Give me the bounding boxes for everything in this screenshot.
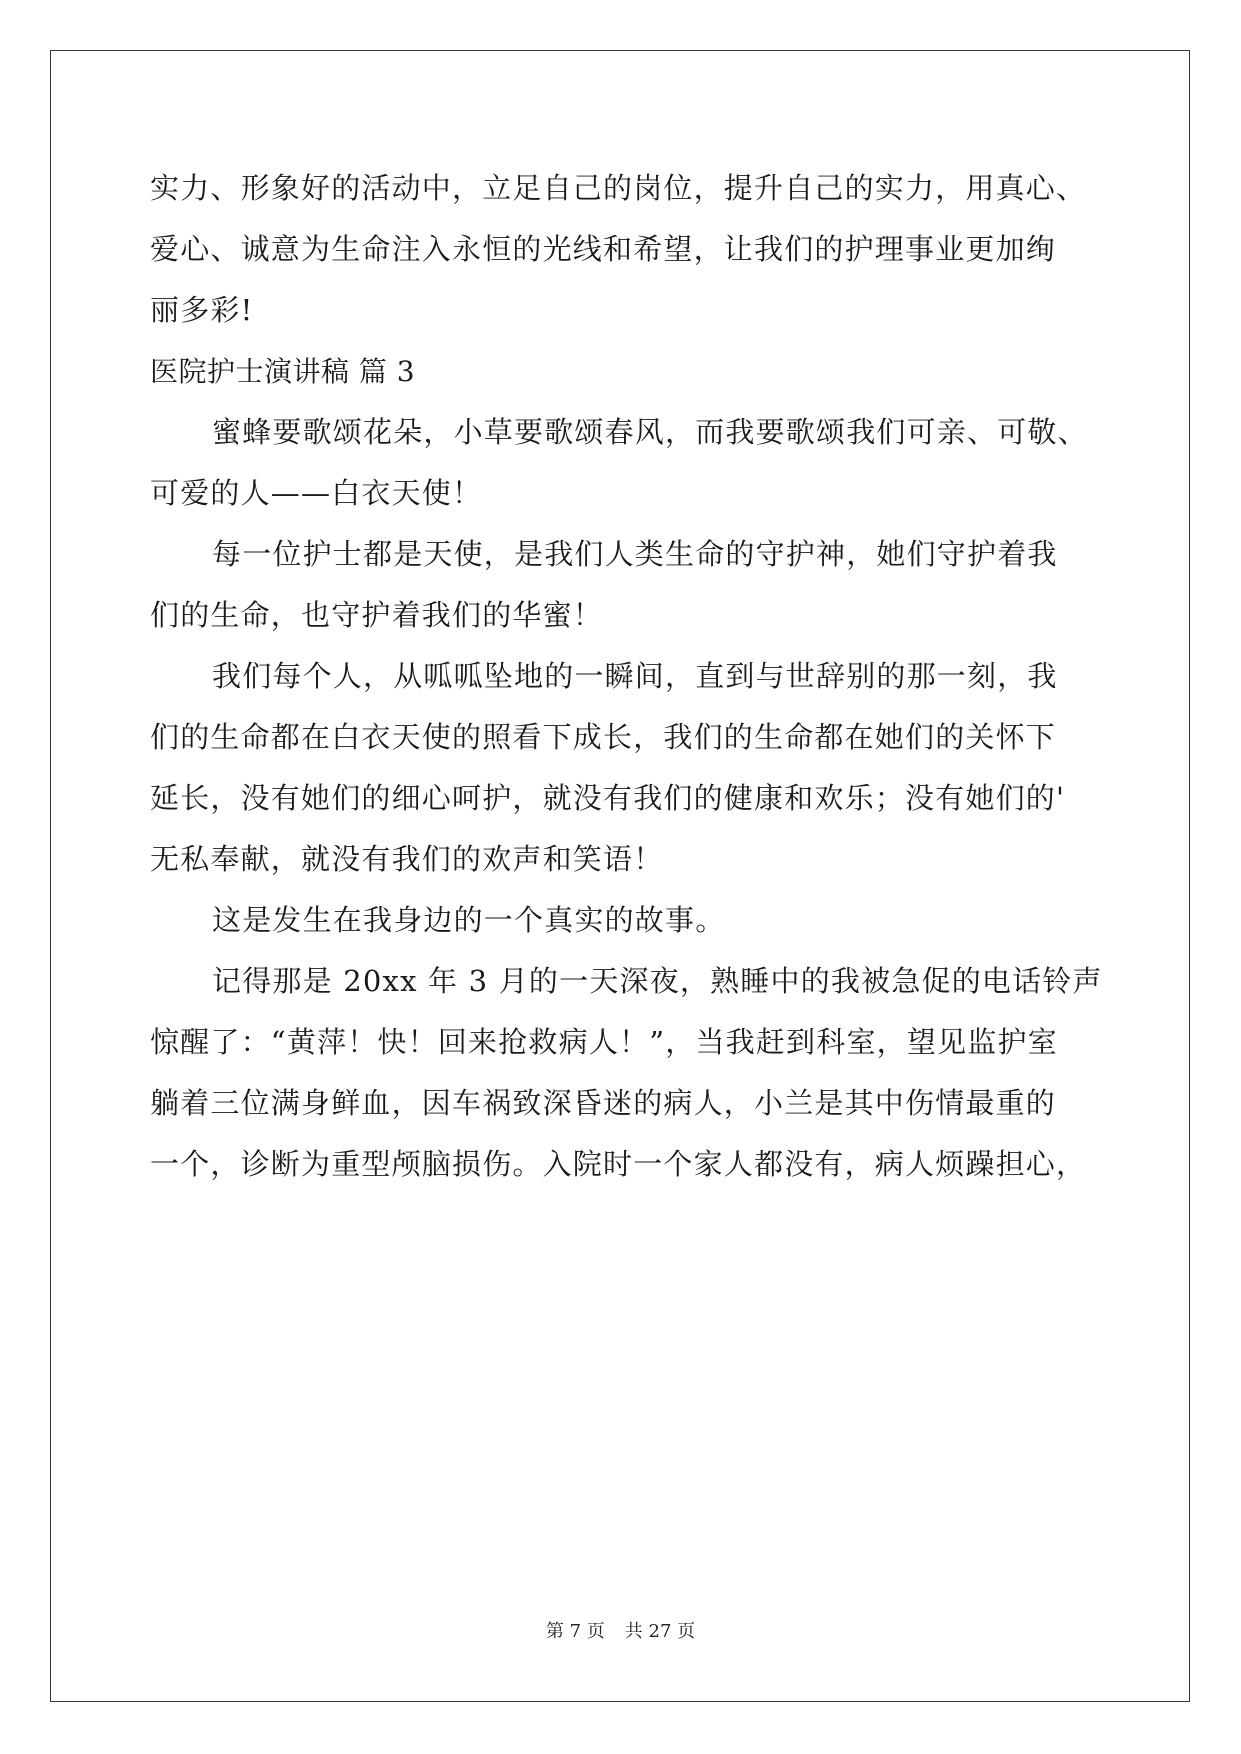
text-line: 们的生命，也守护着我们的华蜜！ [150,598,604,632]
text-line: 延长，没有她们的细心呵护，就没有我们的健康和欢乐；没有她们的' [150,781,1066,815]
text-line: 丽多彩! [150,293,254,327]
document-body [150,158,1103,1195]
text-line: 可爱的人——白衣天使！ [150,476,483,510]
text-line: 无私奉献，就没有我们的欢声和笑语！ [150,842,664,876]
paragraph-first-line: 记得那是 20xx 年 3 月的一天深夜，熟睡中的我被急促的电话铃声 [212,964,1103,998]
paragraph-first-line: 我们每个人，从呱呱坠地的一瞬间，直到与世辞别的那一刻，我 [212,659,1058,693]
paragraph-first-line: 每一位护士都是天使，是我们人类生命的守护神，她们守护着我 [212,537,1058,571]
section-heading: 医院护士演讲稿 篇 3 [150,355,416,388]
page-total: 共 27 页 [624,1621,696,1642]
paragraph-first-line: 蜜蜂要歌颂花朵，小草要歌颂春风，而我要歌颂我们可亲、可敬、 [212,415,1088,449]
text-line: 们的生命都在白衣天使的照看下成长，我们的生命都在她们的关怀下 [150,720,1057,754]
page-footer [0,1617,1241,1643]
text-line: 爱心、诚意为生命注入永恒的光线和希望，让我们的护理事业更加绚 [150,232,1057,266]
text-line: 一个，诊断为重型颅脑损伤。入院时一个家人都没有，病人烦躁担心， [150,1147,1087,1181]
text-line: 躺着三位满身鲜血，因车祸致深昏迷的病人，小兰是其中伤情最重的 [150,1086,1057,1120]
paragraph-first-line: 这是发生在我身边的一个真实的故事。 [212,903,726,937]
text-line: 实力、形象好的活动中，立足自己的岗位，提升自己的实力，用真心、 [150,171,1087,205]
text-line: 惊醒了：“黄萍！快！回来抢救病人！”，当我赶到科室，望见监护室 [150,1025,1058,1059]
page-number: 第 7 页 [545,1621,605,1642]
